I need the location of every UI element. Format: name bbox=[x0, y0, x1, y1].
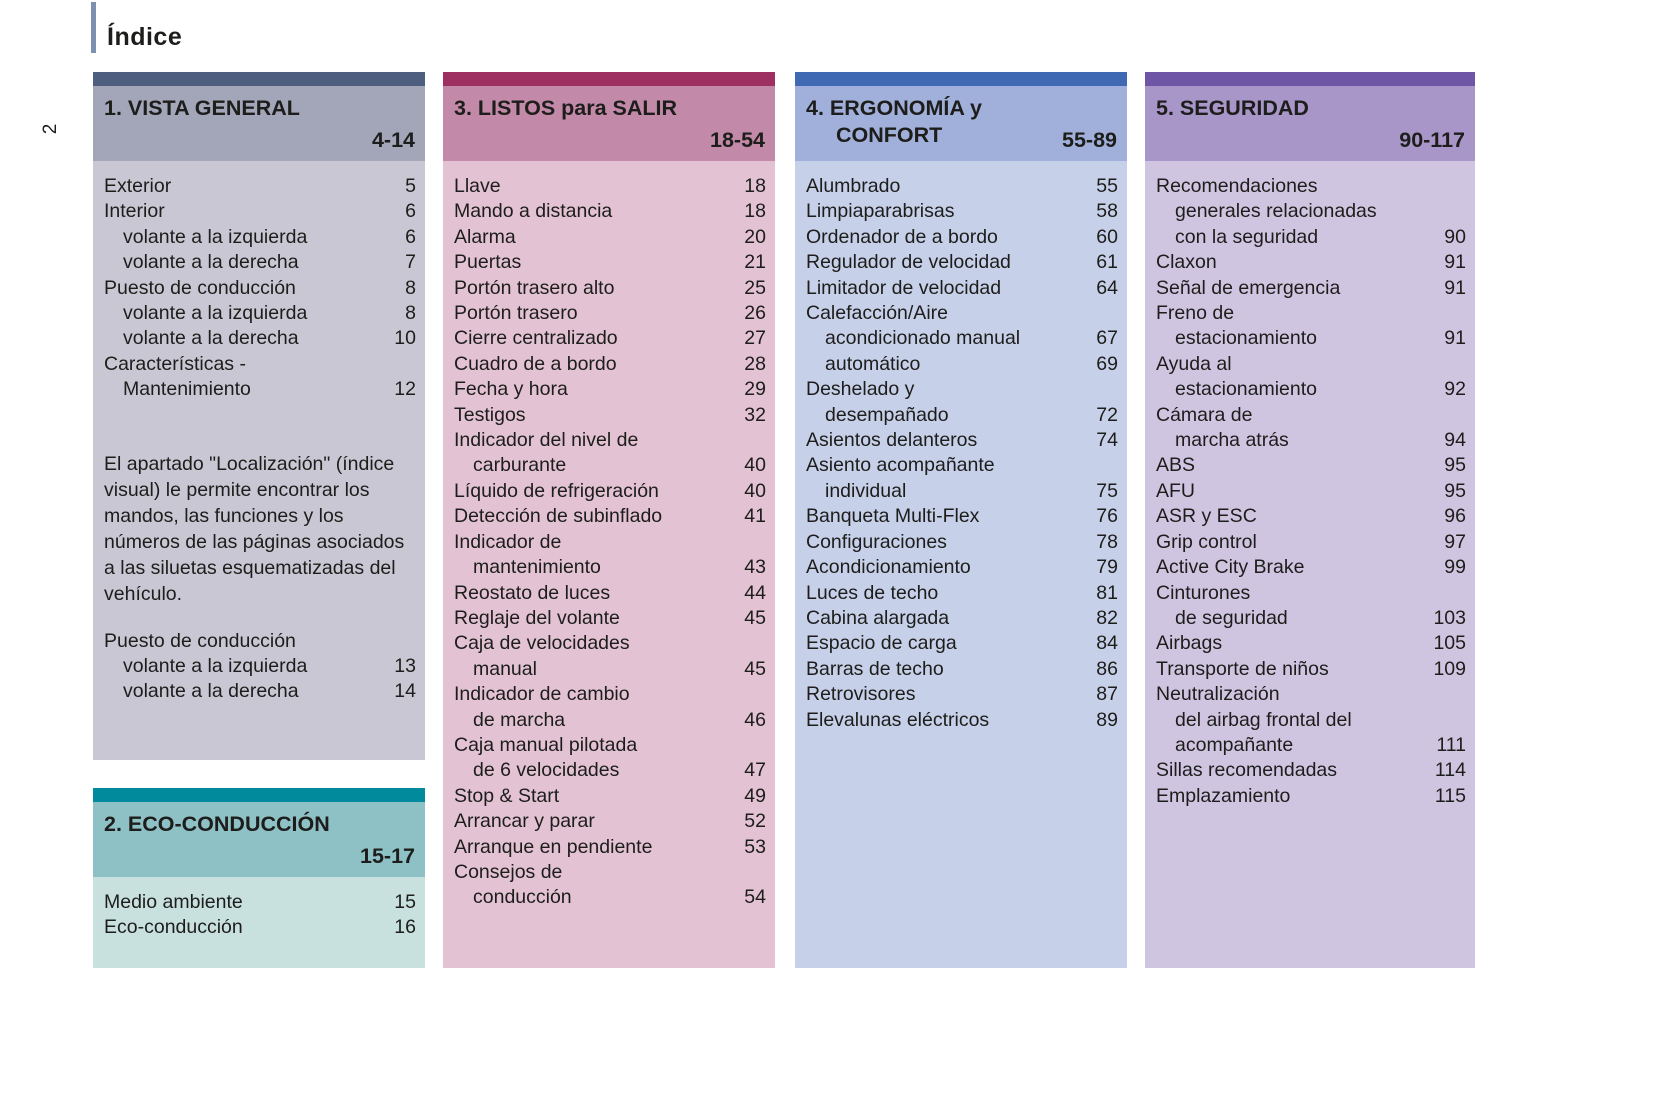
toc-entry-page: 8 bbox=[405, 276, 416, 299]
toc-entry bbox=[1145, 199, 1475, 224]
toc-entry bbox=[1145, 225, 1475, 250]
toc-entry bbox=[443, 860, 775, 885]
toc-entry-page: 81 bbox=[1096, 581, 1118, 604]
toc-entry bbox=[443, 250, 775, 275]
section-header bbox=[443, 86, 775, 161]
toc-entry bbox=[93, 326, 425, 351]
toc-entry bbox=[93, 225, 425, 250]
section-title: 5. SEGURIDAD bbox=[1156, 96, 1309, 120]
toc-entry-page: 95 bbox=[1444, 454, 1466, 477]
toc-entry-page: 18 bbox=[744, 175, 766, 197]
toc-entry-page: 29 bbox=[744, 378, 766, 401]
toc-entry bbox=[443, 809, 775, 834]
toc-entry-label: estacionamiento bbox=[1175, 378, 1318, 401]
toc-entry-page: 103 bbox=[1433, 606, 1466, 629]
toc-entry-label: carburante bbox=[473, 454, 567, 477]
toc-entry-page: 76 bbox=[1096, 505, 1118, 528]
toc-entry bbox=[443, 708, 775, 733]
toc-entry bbox=[1145, 708, 1475, 733]
toc-entry-label: ASR y ESC bbox=[1156, 505, 1257, 528]
toc-section-ergonomia-confort bbox=[795, 72, 1127, 968]
toc-entry-label: Recomendaciones bbox=[1156, 175, 1318, 197]
toc-entry-label: Espacio de carga bbox=[806, 632, 957, 655]
toc-entry-label: Reglaje del volante bbox=[454, 606, 620, 629]
toc-entry bbox=[1145, 276, 1475, 301]
toc-entry-label: Portón trasero alto bbox=[454, 276, 615, 299]
toc-entry-page: 52 bbox=[744, 810, 766, 833]
toc-entry-label: Eco-conducción bbox=[104, 916, 243, 939]
toc-entry-label: volante a la izquierda bbox=[123, 225, 308, 248]
toc-entry-page: 5 bbox=[405, 175, 416, 197]
toc-entry-label: Características - bbox=[104, 352, 246, 375]
toc-entry-label: Emplazamiento bbox=[1156, 784, 1291, 807]
toc-entry-page: 58 bbox=[1096, 200, 1118, 223]
toc-entry bbox=[443, 530, 775, 555]
toc-entry-label: Indicador de bbox=[454, 530, 562, 553]
toc-entry-label: de marcha bbox=[473, 708, 566, 731]
section-page-range: 15-17 bbox=[360, 844, 415, 868]
page-title: Índice bbox=[107, 23, 183, 51]
toc-entry-label: Acondicionamiento bbox=[806, 556, 971, 579]
toc-entry bbox=[443, 606, 775, 631]
toc-entry-page: 21 bbox=[744, 251, 766, 274]
toc-entry-page: 12 bbox=[394, 378, 416, 401]
toc-entry-page: 54 bbox=[744, 886, 766, 909]
toc-entry-label: Limitador de velocidad bbox=[806, 276, 1002, 299]
intro-paragraph: El apartado "Localización" (índice visual) le permite encontrar los mandos, las funciones y los números de las páginas asociados a las siluetas esquematizadas del vehículo. bbox=[104, 452, 405, 605]
toc-entry bbox=[795, 199, 1127, 224]
toc-entry bbox=[795, 504, 1127, 529]
toc-entry bbox=[795, 428, 1127, 453]
toc-entry bbox=[1145, 326, 1475, 351]
toc-entry-label: Puesto de conducción bbox=[104, 276, 296, 299]
toc-entry-label: volante a la derecha bbox=[123, 251, 299, 274]
section-page-range: 90-117 bbox=[1399, 128, 1465, 152]
toc-entry bbox=[443, 555, 775, 580]
toc-entry bbox=[795, 326, 1127, 351]
toc-entry bbox=[795, 453, 1127, 478]
section-accent-bar bbox=[443, 72, 775, 86]
toc-entry-page: 27 bbox=[744, 327, 766, 350]
toc-entry bbox=[1145, 352, 1475, 377]
toc-entry bbox=[93, 377, 425, 402]
toc-entry-label: Configuraciones bbox=[806, 530, 947, 553]
toc-entry-page: 13 bbox=[394, 655, 416, 678]
toc-entry-page: 7 bbox=[405, 251, 416, 274]
toc-entry-label: Stop & Start bbox=[454, 784, 560, 807]
toc-entry bbox=[1145, 530, 1475, 555]
toc-entry-label: Neutralización bbox=[1156, 683, 1280, 706]
toc-entry bbox=[795, 555, 1127, 580]
toc-entry-page: 43 bbox=[744, 556, 766, 579]
toc-entry bbox=[1145, 581, 1475, 606]
toc-entry-label: Exterior bbox=[104, 175, 172, 197]
toc-entry-page: 91 bbox=[1444, 276, 1466, 299]
toc-entry-label: Freno de bbox=[1156, 302, 1235, 325]
toc-entry-page: 64 bbox=[1096, 276, 1118, 299]
toc-entry-label: manual bbox=[473, 657, 537, 680]
section-header bbox=[795, 86, 1127, 161]
toc-entry-page: 74 bbox=[1096, 429, 1118, 452]
toc-entry-label: marcha atrás bbox=[1175, 429, 1289, 452]
section-title: 2. ECO-CONDUCCIÓN bbox=[104, 812, 330, 836]
toc-entry-label: Mantenimiento bbox=[123, 378, 251, 401]
toc-section-eco-conduccion bbox=[93, 788, 425, 968]
toc-entry bbox=[795, 403, 1127, 428]
toc-entry bbox=[1145, 174, 1475, 199]
toc-entry-label: Limpiaparabrisas bbox=[806, 200, 955, 223]
title-accent-bar bbox=[91, 2, 96, 53]
toc-entry-label: Grip control bbox=[1156, 530, 1257, 553]
toc-entry-label: Detección de subinflado bbox=[454, 505, 663, 528]
toc-entry-label: Ordenador de a bordo bbox=[806, 225, 998, 248]
toc-entry bbox=[443, 199, 775, 224]
toc-entry-label: de 6 velocidades bbox=[473, 759, 620, 782]
toc-entry-label: Luces de techo bbox=[806, 581, 939, 604]
toc-entry-page: 40 bbox=[744, 479, 766, 502]
section-body bbox=[795, 161, 1127, 968]
toc-entry bbox=[795, 581, 1127, 606]
toc-entry-label: Indicador de cambio bbox=[454, 683, 630, 706]
toc-entry bbox=[1145, 403, 1475, 428]
toc-entry bbox=[93, 301, 425, 326]
toc-entry bbox=[1145, 784, 1475, 809]
toc-entry-label: volante a la izquierda bbox=[123, 655, 308, 678]
toc-entry bbox=[795, 657, 1127, 682]
toc-entry-label: Sillas recomendadas bbox=[1156, 759, 1338, 782]
toc-entry bbox=[443, 225, 775, 250]
toc-entry-label: automático bbox=[825, 352, 921, 375]
toc-entry-page: 41 bbox=[744, 505, 766, 528]
toc-entry bbox=[795, 631, 1127, 656]
toc-entry bbox=[795, 530, 1127, 555]
toc-entry-page: 72 bbox=[1096, 403, 1118, 426]
toc-entry-label: con la seguridad bbox=[1175, 225, 1319, 248]
toc-entry-page: 114 bbox=[1434, 759, 1466, 782]
toc-entry-label: Cabina alargada bbox=[806, 606, 950, 629]
toc-entry-label: Consejos de bbox=[454, 860, 563, 883]
toc-entry-page: 95 bbox=[1444, 479, 1466, 502]
toc-entry bbox=[1145, 453, 1475, 478]
toc-entry-label: volante a la derecha bbox=[123, 327, 299, 350]
toc-entry bbox=[795, 708, 1127, 733]
spacer bbox=[93, 607, 425, 629]
toc-entry-page: 46 bbox=[744, 708, 766, 731]
toc-entry-page: 89 bbox=[1096, 708, 1118, 731]
section-header bbox=[93, 86, 425, 161]
toc-entry-label: Caja manual pilotada bbox=[454, 733, 638, 756]
toc-entry-label: de seguridad bbox=[1175, 606, 1288, 629]
toc-entry bbox=[443, 174, 775, 199]
toc-entry bbox=[443, 301, 775, 326]
toc-entry-page: 28 bbox=[744, 352, 766, 375]
page-number: 2 bbox=[40, 123, 61, 135]
toc-entry bbox=[443, 835, 775, 860]
toc-entry bbox=[93, 352, 425, 377]
toc-entry-page: 79 bbox=[1096, 556, 1118, 579]
toc-entry bbox=[795, 276, 1127, 301]
section-page-range: 18-54 bbox=[710, 128, 765, 152]
toc-entry-label: del airbag frontal del bbox=[1175, 708, 1352, 731]
toc-entry-page: 32 bbox=[744, 403, 766, 426]
toc-entry bbox=[1145, 301, 1475, 326]
toc-entry bbox=[795, 352, 1127, 377]
toc-entry-label: Claxon bbox=[1156, 251, 1217, 274]
toc-entry-label: Mando a distancia bbox=[454, 200, 613, 223]
toc-entry bbox=[443, 453, 775, 478]
section-body bbox=[93, 161, 425, 760]
toc-entry bbox=[443, 657, 775, 682]
toc-section-vista-general bbox=[93, 72, 425, 760]
toc-entry-label: AFU bbox=[1156, 479, 1195, 502]
toc-entry bbox=[443, 682, 775, 707]
toc-entry-page: 20 bbox=[744, 225, 766, 248]
toc-entry-label: Asientos delanteros bbox=[806, 429, 978, 452]
toc-entry-label: Líquido de refrigeración bbox=[454, 479, 659, 502]
toc-entry-page: 115 bbox=[1434, 784, 1466, 807]
toc-entry bbox=[1145, 682, 1475, 707]
toc-entry-label: Llave bbox=[454, 175, 501, 197]
toc-entry-page: 40 bbox=[744, 454, 766, 477]
toc-entry-label: Calefacción/Aire bbox=[806, 302, 948, 325]
toc-entry-label: individual bbox=[825, 479, 907, 502]
toc-entry bbox=[443, 377, 775, 402]
section-title: 3. LISTOS para SALIR bbox=[454, 96, 678, 120]
section-accent-bar bbox=[93, 788, 425, 802]
toc-entry-page: 99 bbox=[1444, 556, 1466, 579]
section-page-range: 4-14 bbox=[371, 128, 415, 152]
toc-entry-page: 53 bbox=[744, 835, 766, 858]
toc-entry bbox=[1145, 428, 1475, 453]
toc-entry-page: 67 bbox=[1096, 327, 1118, 350]
toc-entry bbox=[443, 428, 775, 453]
toc-entry bbox=[795, 377, 1127, 402]
toc-entry bbox=[443, 479, 775, 504]
toc-entry-label: Medio ambiente bbox=[104, 891, 243, 913]
toc-entry-label: Deshelado y bbox=[806, 378, 915, 401]
toc-entry-page: 18 bbox=[744, 200, 766, 223]
toc-entry bbox=[1145, 377, 1475, 402]
toc-entry bbox=[795, 250, 1127, 275]
toc-entry-label: mantenimiento bbox=[473, 556, 601, 579]
section-title: 1. VISTA GENERAL bbox=[104, 96, 300, 120]
section-body bbox=[93, 877, 425, 968]
toc-entry-label: Airbags bbox=[1156, 632, 1223, 655]
section-header bbox=[93, 802, 425, 877]
section-body bbox=[443, 161, 775, 968]
toc-entry-label: Señal de emergencia bbox=[1156, 276, 1341, 299]
toc-entry-label: Transporte de niños bbox=[1156, 657, 1329, 680]
toc-entry-page: 8 bbox=[405, 302, 416, 325]
toc-entry-page: 91 bbox=[1444, 327, 1466, 350]
toc-entry-label: Interior bbox=[104, 200, 165, 223]
toc-entry-page: 94 bbox=[1444, 429, 1466, 452]
toc-section-seguridad bbox=[1145, 72, 1475, 968]
section-page-range: 55-89 bbox=[1062, 128, 1117, 152]
toc-entry-page: 86 bbox=[1096, 657, 1118, 680]
toc-entry bbox=[443, 733, 775, 758]
toc-entry bbox=[1145, 479, 1475, 504]
toc-entry-page: 78 bbox=[1096, 530, 1118, 553]
toc-entry-label: conducción bbox=[473, 886, 572, 909]
toc-entry-label: Caja de velocidades bbox=[454, 632, 630, 655]
toc-entry-page: 55 bbox=[1096, 175, 1118, 197]
section-header bbox=[1145, 86, 1475, 161]
toc-entry bbox=[93, 679, 425, 704]
toc-entry-page: 6 bbox=[405, 200, 416, 223]
toc-entry-page: 75 bbox=[1096, 479, 1118, 502]
toc-entry bbox=[93, 654, 425, 679]
toc-entry-label: ABS bbox=[1156, 454, 1196, 477]
toc-entry bbox=[1145, 555, 1475, 580]
toc-entry-label: Active City Brake bbox=[1156, 556, 1305, 579]
toc-entry bbox=[443, 403, 775, 428]
toc-entry-label: acondicionado manual bbox=[825, 327, 1021, 350]
toc-entry-label: Puertas bbox=[454, 251, 522, 274]
toc-entry bbox=[443, 885, 775, 910]
toc-entry bbox=[1145, 733, 1475, 758]
section-accent-bar bbox=[1145, 72, 1475, 86]
toc-entry-label: Cuadro de a bordo bbox=[454, 352, 617, 375]
section-title: CONFORT bbox=[836, 123, 943, 147]
toc-entry-page: 96 bbox=[1444, 505, 1466, 528]
toc-entry-page: 60 bbox=[1096, 225, 1118, 248]
toc-entry-label: Reostato de luces bbox=[454, 581, 611, 604]
toc-entry-label: Regulador de velocidad bbox=[806, 251, 1011, 274]
toc-entry-page: 92 bbox=[1444, 378, 1466, 401]
toc-entry-label: Cierre centralizado bbox=[454, 327, 618, 350]
toc-entry bbox=[795, 225, 1127, 250]
toc-entry-label: Testigos bbox=[454, 403, 526, 426]
toc-entry-label: Banqueta Multi-Flex bbox=[806, 505, 980, 528]
toc-entry-page: 69 bbox=[1096, 352, 1118, 375]
toc-entry-label: Puesto de conducción bbox=[104, 629, 296, 652]
toc-entry-label: estacionamiento bbox=[1175, 327, 1318, 350]
toc-entry-label: Indicador del nivel de bbox=[454, 429, 639, 452]
toc-entry-label: Elevalunas eléctricos bbox=[806, 708, 990, 731]
toc-entry-label: volante a la derecha bbox=[123, 680, 299, 703]
toc-entry bbox=[795, 479, 1127, 504]
spacer bbox=[93, 403, 425, 451]
toc-entry bbox=[93, 174, 425, 199]
toc-entry-label: Cámara de bbox=[1156, 403, 1253, 426]
toc-entry-label: Barras de techo bbox=[806, 657, 944, 680]
toc-entry bbox=[443, 581, 775, 606]
toc-entry-label: Ayuda al bbox=[1156, 352, 1232, 375]
toc-entry-page: 84 bbox=[1096, 632, 1118, 655]
toc-entry-page: 105 bbox=[1433, 632, 1466, 655]
toc-entry-page: 61 bbox=[1096, 251, 1118, 274]
toc-entry bbox=[795, 301, 1127, 326]
toc-entry-label: Alarma bbox=[454, 225, 516, 248]
toc-entry-page: 49 bbox=[744, 784, 766, 807]
toc-entry-page: 25 bbox=[744, 276, 766, 299]
toc-entry-page: 14 bbox=[394, 680, 416, 703]
toc-entry bbox=[795, 174, 1127, 199]
toc-entry-label: Arranque en pendiente bbox=[454, 835, 653, 858]
toc-entry bbox=[93, 250, 425, 275]
toc-entry bbox=[93, 276, 425, 301]
toc-entry-page: 91 bbox=[1444, 251, 1466, 274]
toc-entry-label: generales relacionadas bbox=[1175, 200, 1377, 223]
toc-entry bbox=[443, 758, 775, 783]
toc-entry-label: desempañado bbox=[825, 403, 949, 426]
section-accent-bar bbox=[93, 72, 425, 86]
toc-entry bbox=[795, 606, 1127, 631]
toc-entry-label: Portón trasero bbox=[454, 302, 578, 325]
toc-entry bbox=[1145, 631, 1475, 656]
toc-entry bbox=[443, 326, 775, 351]
toc-entry bbox=[1145, 250, 1475, 275]
toc-entry-page: 47 bbox=[744, 759, 766, 782]
toc-entry bbox=[93, 199, 425, 224]
toc-entry-page: 45 bbox=[744, 657, 766, 680]
toc-entry bbox=[443, 504, 775, 529]
toc-entry-label: acompañante bbox=[1175, 733, 1294, 756]
toc-entry bbox=[443, 631, 775, 656]
toc-entry-page: 10 bbox=[394, 327, 416, 350]
toc-entry-page: 44 bbox=[744, 581, 766, 604]
toc-entry-label: Cinturones bbox=[1156, 581, 1251, 604]
toc-entry bbox=[1145, 758, 1475, 783]
toc-entry-label: Asiento acompañante bbox=[806, 454, 995, 477]
section-body bbox=[1145, 161, 1475, 968]
toc-entry-label: Retrovisores bbox=[806, 683, 916, 706]
toc-entry-page: 90 bbox=[1444, 225, 1466, 248]
toc-entry-page: 87 bbox=[1096, 683, 1118, 706]
toc-entry-label: Alumbrado bbox=[806, 175, 901, 197]
section-accent-bar bbox=[795, 72, 1127, 86]
toc-entry-page: 45 bbox=[744, 606, 766, 629]
toc-entry bbox=[443, 784, 775, 809]
toc-entry bbox=[93, 915, 425, 940]
toc-entry bbox=[443, 276, 775, 301]
toc-entry bbox=[795, 682, 1127, 707]
toc-entry bbox=[1145, 657, 1475, 682]
toc-entry bbox=[93, 629, 425, 654]
toc-entry-page: 26 bbox=[744, 302, 766, 325]
section-title: 4. ERGONOMÍA y bbox=[806, 96, 983, 120]
toc-entry-page: 82 bbox=[1096, 606, 1118, 629]
toc-entry-page: 15 bbox=[394, 891, 416, 913]
toc-entry bbox=[443, 352, 775, 377]
toc-entry bbox=[1145, 504, 1475, 529]
toc-entry-label: Arrancar y parar bbox=[454, 810, 595, 833]
toc-entry-label: Fecha y hora bbox=[454, 378, 568, 401]
toc-entry bbox=[1145, 606, 1475, 631]
toc-section-listos-para-salir bbox=[443, 72, 775, 968]
toc-entry-page: 97 bbox=[1444, 530, 1466, 553]
toc-entry-label: volante a la izquierda bbox=[123, 302, 308, 325]
toc-entry bbox=[93, 890, 425, 915]
toc-entry-page: 16 bbox=[394, 916, 416, 939]
toc-entry-page: 109 bbox=[1433, 657, 1466, 680]
toc-entry-page: 6 bbox=[405, 225, 416, 248]
toc-entry-page: 111 bbox=[1436, 733, 1466, 756]
